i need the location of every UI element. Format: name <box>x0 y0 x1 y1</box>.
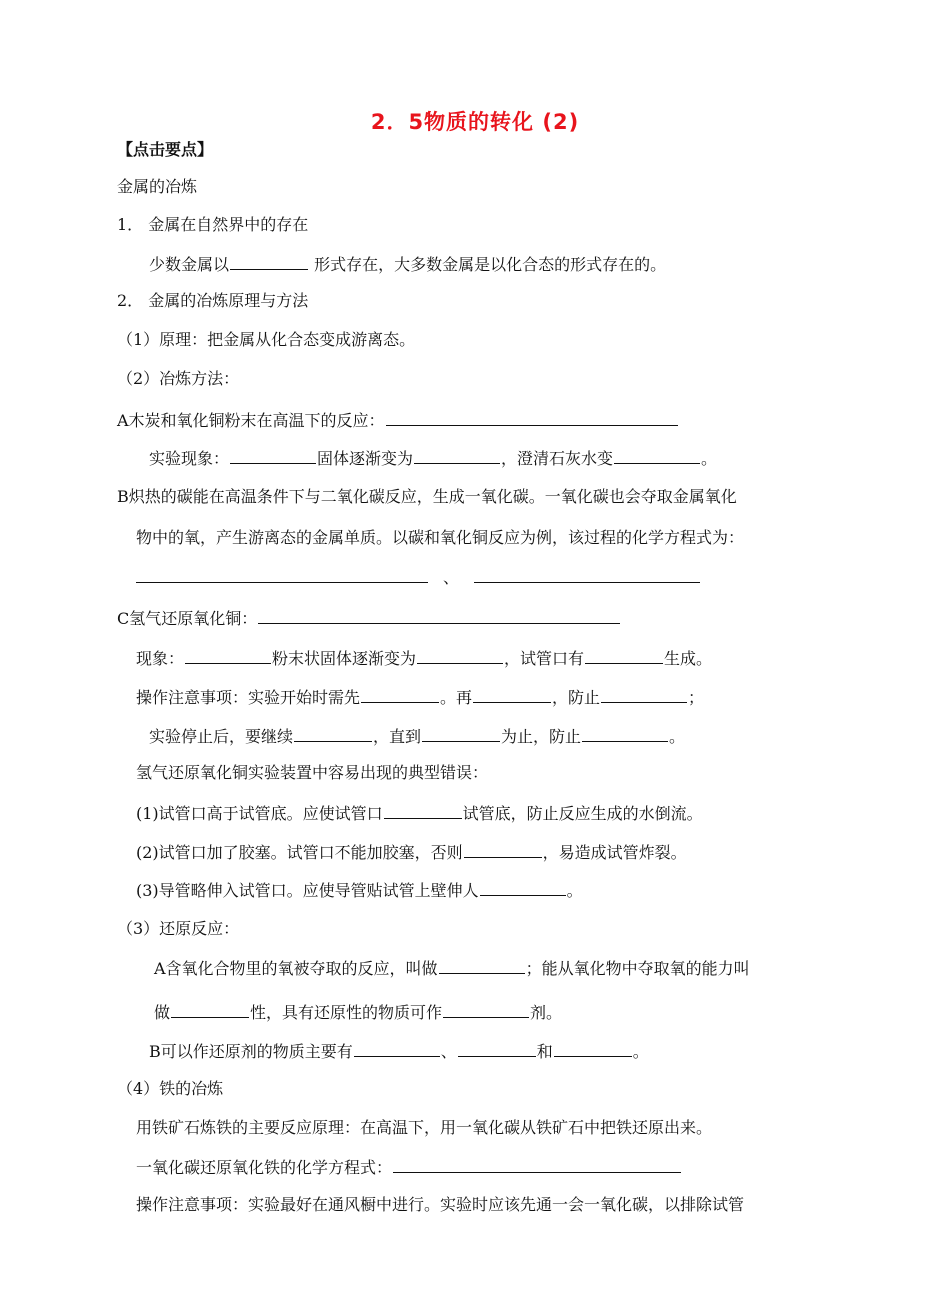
text-line <box>149 253 666 275</box>
text-segment: 。 <box>669 727 686 746</box>
text-segment: (2)试管口加了胶塞。试管口不能加胶塞，否则 <box>136 843 463 862</box>
fill-blank[interactable] <box>361 686 439 703</box>
fill-blank[interactable] <box>384 802 462 819</box>
fill-blank[interactable] <box>230 447 316 464</box>
fill-blank[interactable] <box>554 1040 632 1057</box>
fill-blank[interactable] <box>422 725 500 742</box>
text-segment: 剂。 <box>530 1003 563 1022</box>
fill-blank[interactable] <box>464 841 542 858</box>
fill-blank[interactable] <box>294 725 372 742</box>
fill-blank[interactable] <box>354 1040 440 1057</box>
text-line <box>136 647 712 669</box>
text-segment: 。再 <box>440 688 473 707</box>
text-segment: ，易造成试管炸裂。 <box>542 843 687 862</box>
text-segment: 实验现象： <box>149 449 230 468</box>
text-segment: 。 <box>632 1042 649 1061</box>
text-line: 用铁矿石炼铁的主要反应原理：在高温下，用一氧化碳从铁矿石中把铁还原出来。 <box>136 1118 713 1137</box>
fill-blank[interactable] <box>614 447 700 464</box>
fill-blank[interactable] <box>443 1001 529 1018</box>
text-line <box>117 409 679 431</box>
fill-blank[interactable] <box>585 647 663 664</box>
text-line: （4）铁的冶炼 <box>117 1079 224 1098</box>
text-segment: 。 <box>566 881 583 900</box>
text-segment: 粉末状固体逐渐变为 <box>272 649 417 668</box>
fill-blank[interactable] <box>230 253 308 270</box>
text-line: B炽热的碳能在高温条件下与二氧化碳反应，生成一氧化碳。一氧化碳也会夺取金属氧化 <box>117 487 737 506</box>
text-segment: 形式存在，大多数金属是以化合态的形式存在的。 <box>309 255 667 274</box>
text-line <box>136 1156 682 1178</box>
text-line <box>154 957 750 979</box>
text-line <box>154 1001 562 1023</box>
separator: 、 <box>442 568 459 587</box>
text-line <box>149 725 685 747</box>
fill-blank[interactable] <box>582 725 668 742</box>
item-1-heading: 1． 金属在自然界中的存在 <box>117 215 309 234</box>
text-segment: ；能从氧化物中夺取氧的能力叫 <box>525 959 750 978</box>
fill-blank[interactable] <box>417 647 503 664</box>
text-segment: A含氧化合物里的氧被夺取的反应，叫做 <box>154 959 438 978</box>
text-segment: (3)导管略伸入试管口。应使导管贴试管上壁伸人 <box>136 881 479 900</box>
text-line: （3）还原反应： <box>117 919 240 938</box>
text-segment: ，防止 <box>552 688 601 707</box>
text-segment: C氢气还原氧化铜： <box>117 609 258 628</box>
text-line <box>149 1040 649 1062</box>
text-line <box>136 802 703 824</box>
text-segment: 做 <box>154 1003 171 1022</box>
fill-blank[interactable] <box>480 879 566 896</box>
text-line <box>135 566 701 588</box>
fill-blank[interactable] <box>136 566 428 583</box>
text-segment: 。 <box>701 449 718 468</box>
text-segment: (1)试管口高于试管底。应使试管口 <box>136 804 383 823</box>
subheading-metal-smelting: 金属的冶炼 <box>117 177 198 196</box>
fill-blank[interactable] <box>386 409 678 426</box>
section-heading: 【点击要点】 <box>117 140 214 159</box>
text-segment: ，试管口有 <box>504 649 585 668</box>
text-segment: 、 <box>440 1042 457 1061</box>
text-segment: ，澄清石灰水变 <box>501 449 614 468</box>
text-segment: 试管底，防止反应生成的水倒流。 <box>462 804 703 823</box>
fill-blank[interactable] <box>414 447 500 464</box>
text-line: （2）冶炼方法： <box>117 369 240 388</box>
text-segment: 少数金属以 <box>149 255 230 274</box>
text-segment: A木炭和氧化铜粉末在高温下的反应： <box>117 411 385 430</box>
text-line <box>136 686 704 708</box>
text-line: 操作注意事项：实验最好在通风橱中进行。实验时应该先通一会一氧化碳，以排除试管 <box>136 1195 745 1214</box>
text-line <box>136 841 687 863</box>
text-segment: ； <box>688 688 705 707</box>
fill-blank[interactable] <box>458 1040 536 1057</box>
text-segment: B可以作还原剂的物质主要有 <box>149 1042 353 1061</box>
text-segment: 为止，防止 <box>501 727 582 746</box>
text-segment: 和 <box>536 1042 553 1061</box>
fill-blank[interactable] <box>258 607 620 624</box>
text-segment: 现象： <box>136 649 185 668</box>
text-segment: 固体逐渐变为 <box>317 449 414 468</box>
fill-blank[interactable] <box>473 686 551 703</box>
text-line <box>136 879 583 901</box>
page-title: 2．5物质的转化 (2) <box>370 110 580 134</box>
text-segment: 实验停止后，要继续 <box>149 727 294 746</box>
fill-blank[interactable] <box>171 1001 249 1018</box>
text-segment: ，直到 <box>373 727 422 746</box>
text-line: 氢气还原氧化铜实验装置中容易出现的典型错误： <box>136 763 489 782</box>
fill-blank[interactable] <box>474 566 700 583</box>
fill-blank[interactable] <box>601 686 687 703</box>
fill-blank[interactable] <box>439 957 525 974</box>
text-segment: 一氧化碳还原氧化铁的化学方程式： <box>136 1158 393 1177</box>
text-segment: 生成。 <box>664 649 713 668</box>
text-line: （1）原理：把金属从化合态变成游离态。 <box>117 330 416 349</box>
fill-blank[interactable] <box>185 647 271 664</box>
item-2-heading: 2． 金属的冶炼原理与方法 <box>117 291 309 310</box>
text-segment: 性，具有还原性的物质可作 <box>250 1003 443 1022</box>
text-line <box>149 447 717 469</box>
text-segment: 操作注意事项：实验开始时需先 <box>136 688 361 707</box>
fill-blank[interactable] <box>393 1156 681 1173</box>
text-line <box>117 607 621 629</box>
text-line: 物中的氧，产生游离态的金属单质。以碳和氧化铜反应为例，该过程的化学方程式为： <box>136 528 745 547</box>
